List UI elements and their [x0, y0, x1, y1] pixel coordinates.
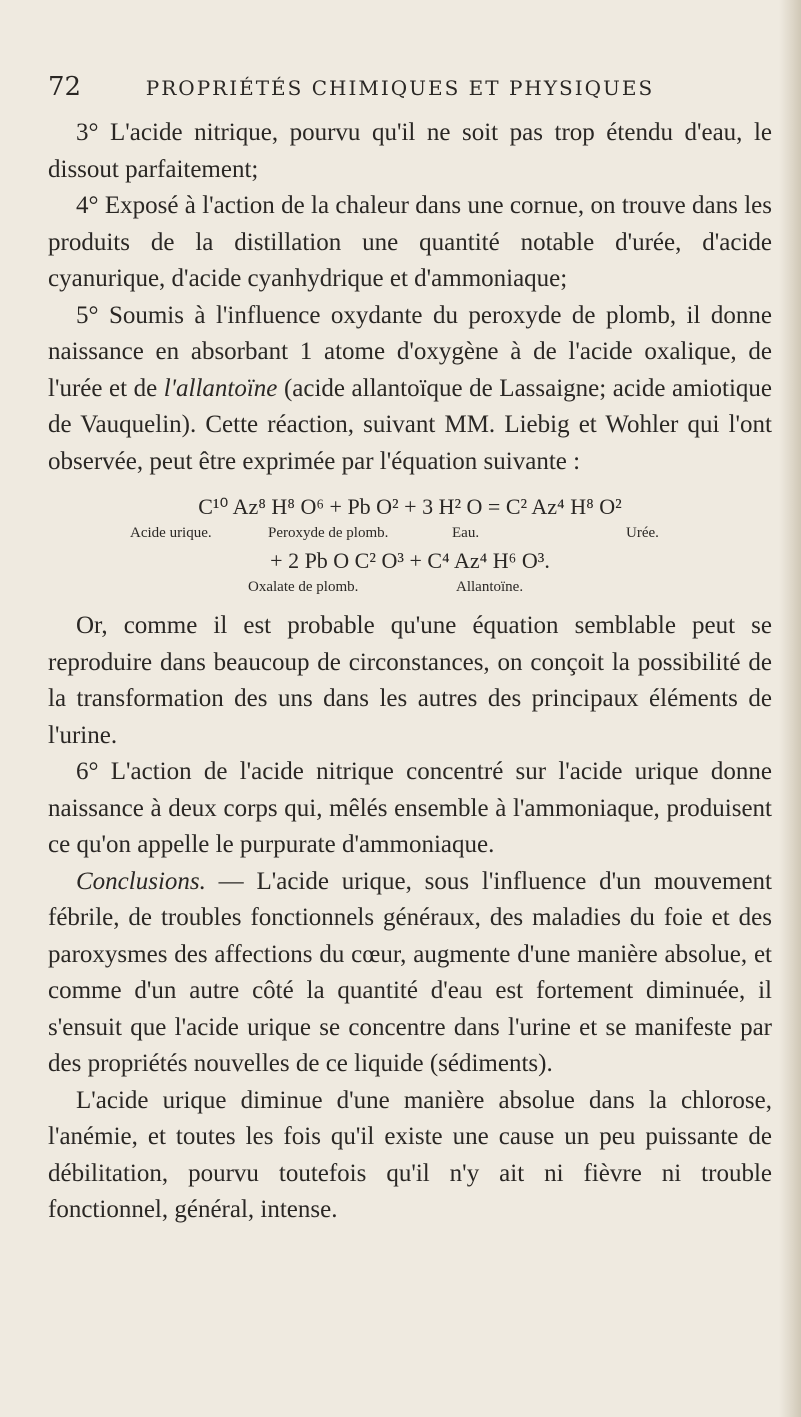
label-uree: Urée.: [626, 525, 659, 541]
equation-line-1: C¹⁰ Az⁸ H⁸ O⁶ + Pb O² + 3 H² O = C² Az⁴ H⁸ O²: [198, 494, 622, 519]
paragraph-5-text-b: (acide allantoïque de Lassaigne; acide amiotique de Vauquelin). Cette réaction, suivant MM. Liebig et Wohler qui l'ont observée, peut être exprimée par l'équation suivante :: [48, 374, 772, 475]
equation-line-1-labels: [48, 522, 772, 544]
label-acide-urique: Acide urique.: [130, 525, 212, 541]
page-number: 72: [48, 72, 82, 102]
label-oxalate: Oxalate de plomb.: [248, 579, 359, 595]
label-peroxyde: Peroxyde de plomb.: [268, 525, 389, 541]
conclusions-text: — L'acide urique, sous l'influence d'un mouvement fébrile, de troubles fonctionnels généraux, des maladies du foie et des paroxysmes des affections du cœur, augmente d'une manière absolue, et comme d'un autre côté la quantité d'eau est fortement diminuée, il s'ensuit que l'acide urique se concentre dans l'urine et se manifeste par des propriétés nouvelles de ce liquide (sédiments).: [48, 867, 772, 1077]
equation-line-2-labels: [48, 576, 772, 598]
running-title: PROPRIÉTÉS CHIMIQUES ET PHYSIQUES: [145, 76, 655, 100]
paragraph-conclusions: [48, 864, 772, 1083]
chemical-equation: [48, 492, 772, 598]
page-body: [48, 115, 772, 1229]
paragraph-last: L'acide urique diminue d'une manière absolue dans la chlorose, l'anémie, et toutes les fois qu'il existe une cause un peu puissante de débilitation, pourvu toutefois qu'il n'y ait ni fièvre ni trouble fonctionnel, général, intense.: [48, 1086, 772, 1223]
paragraph-4: 4° Exposé à l'action de la chaleur dans une cornue, on trouve dans les produits de la distillation une quantité notable d'urée, d'acide cyanurique, d'acide cyanhydrique et d'ammoniaque;: [48, 192, 772, 292]
paragraph-or: Or, comme il est probable qu'une équation semblable peut se reproduire dans beaucoup de circonstances, on conçoit la possibilité de la transformation des uns dans les autres des principaux éléments de l'urine.: [48, 612, 772, 749]
equation-line-2: + 2 Pb O C² O³ + C⁴ Az⁴ H⁶ O³.: [270, 548, 550, 573]
paragraph-6: 6° L'action de l'acide nitrique concentré sur l'acide urique donne naissance à deux corps qui, mêlés ensemble à l'ammoniaque, produisent ce qu'on appelle le purpurate d'ammoniaque.: [48, 758, 772, 858]
paragraph-5: [48, 298, 772, 481]
paragraph-5-text-a: 5° Soumis à l'influence oxydante du peroxyde de plomb, il donne naissance en absorbant 1 atome d'oxygène à de l'acide oxalique, de l'urée et de: [48, 301, 772, 402]
allantoine-term: l'allantoïne: [163, 374, 278, 402]
page-header: [48, 72, 768, 112]
label-allantoine: Allantoïne.: [456, 579, 524, 595]
page-edge-shadow: [779, 0, 801, 1417]
conclusions-label: Conclusions.: [76, 867, 206, 895]
paragraph-3: 3° L'acide nitrique, pourvu qu'il ne soit pas trop étendu d'eau, le dissout parfaitement;: [48, 119, 772, 183]
label-eau: Eau.: [452, 525, 480, 541]
